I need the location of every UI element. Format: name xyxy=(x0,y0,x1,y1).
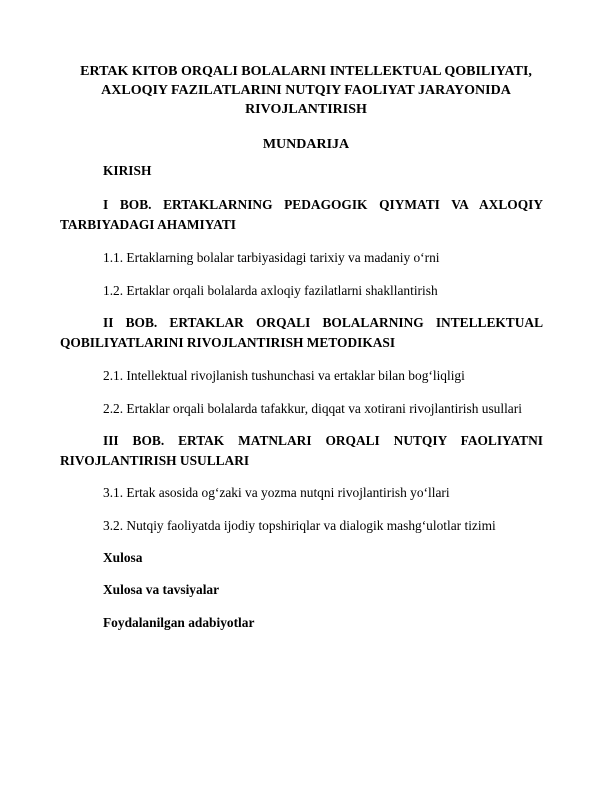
toc-section-3-1: 3.1. Ertak asosida og‘zaki va yozma nutqni rivojlantirish yo‘llari xyxy=(103,485,450,500)
toc-conclusion-recommendations: Xulosa va tavsiyalar xyxy=(103,582,220,597)
chapter-3-title-line-1: III BOB. ERTAK MATNLARI ORQALI NUTQIY FAOLIYATNI xyxy=(103,433,543,448)
toc-conclusion: Xulosa xyxy=(103,550,143,565)
title-line-3: RIVOJLANTIRISH xyxy=(245,102,367,117)
toc-references: Foydalanilgan adabiyotlar xyxy=(103,615,255,630)
toc-chapter-1 xyxy=(60,195,543,234)
toc-section-2-1: 2.1. Intellektual rivojlanish tushunchasi va ertaklar bilan bog‘liqligi xyxy=(103,368,465,383)
chapter-2-title-line-1: II BOB. ERTAKLAR ORQALI BOLALARNING INTELLEKTUAL xyxy=(103,315,543,330)
toc-chapter-2 xyxy=(60,313,543,352)
title-line-1: ERTAK KITOB ORQALI BOLALARNI INTELLEKTUAL QOBILIYATI, xyxy=(80,64,532,79)
toc-section-1-2: 1.2. Ertaklar orqali bolalarda axloqiy fazilatlarni shakllantirish xyxy=(103,283,438,298)
toc-section-1-1: 1.1. Ertaklarning bolalar tarbiyasidagi tarixiy va madaniy o‘rni xyxy=(103,250,440,265)
contents-heading: MUNDARIJA xyxy=(262,137,350,152)
chapter-1-title-line-2: TARBIYADAGI AHAMIYATI xyxy=(60,216,236,232)
document-title xyxy=(60,62,552,119)
toc-section-3-2: 3.2. Nutqiy faoliyatda ijodiy topshiriqlar va dialogik mashg‘ulotlar tizimi xyxy=(103,518,496,533)
chapter-1-title-line-1: I BOB. ERTAKLARNING PEDAGOGIK QIYMATI VA AXLOQIY xyxy=(103,197,543,212)
toc-chapter-3 xyxy=(60,431,543,470)
chapter-3-title-line-2: RIVOJLANTIRISH USULLARI xyxy=(60,452,250,468)
chapter-2-title-line-2: QOBILIYATLARINI RIVOJLANTIRISH METODIKASI xyxy=(60,334,396,350)
toc-intro: KIRISH xyxy=(103,163,152,178)
toc-section-2-2: 2.2. Ertaklar orqali bolalarda tafakkur, diqqat va xotirani rivojlantirish usullari xyxy=(103,401,522,416)
title-line-2: AXLOQIY FAZILATLARINI NUTQIY FAOLIYAT JARAYONIDA xyxy=(101,83,511,98)
